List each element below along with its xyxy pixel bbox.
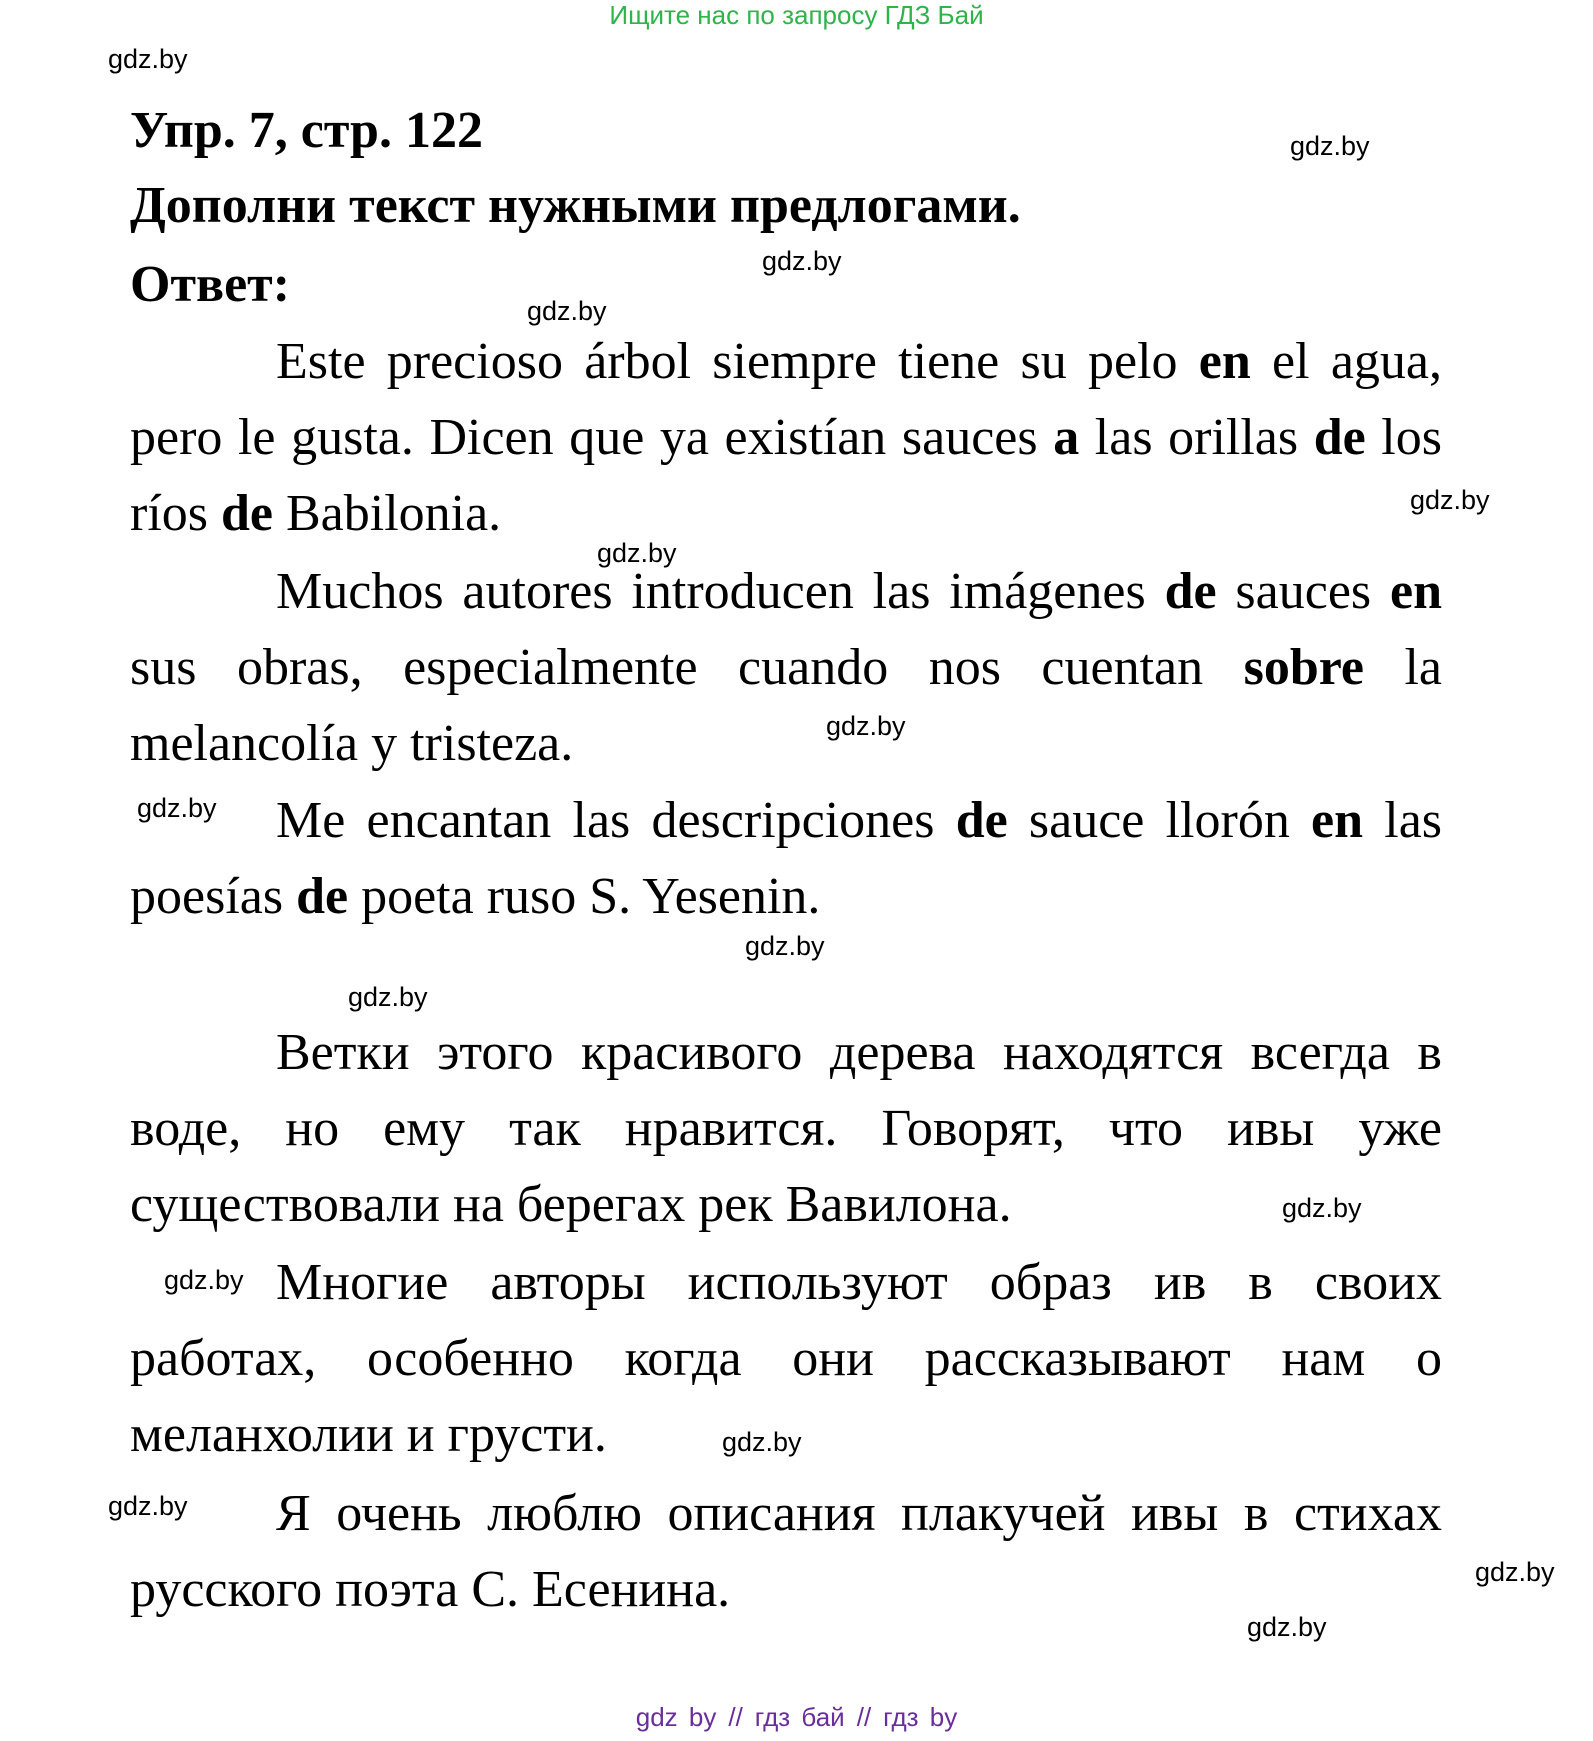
watermark: gdz.by bbox=[108, 44, 188, 74]
watermark: gdz.by bbox=[164, 1265, 244, 1295]
watermark: gdz.by bbox=[826, 711, 906, 741]
task-text: Дополни текст нужными предлогами. bbox=[130, 177, 1021, 234]
watermark: gdz.by bbox=[722, 1427, 802, 1457]
watermark: gdz.by bbox=[1410, 485, 1490, 515]
watermark: gdz.by bbox=[597, 538, 677, 568]
watermark: gdz.by bbox=[1475, 1557, 1555, 1587]
spanish-paragraph-3: Me encantan las descripciones de sauce llorón en las poesías de poeta ruso S. Yesenin. bbox=[130, 792, 1443, 925]
russian-paragraph-2: Многие авторы используют образ ив в своих работах, особенно когда они рассказывают нам о меланхолии и грусти. bbox=[130, 1254, 1442, 1463]
spanish-paragraph-2: Muchos autores introducen las imágenes de sauces en sus obras, especialmente cuando nos cuentan sobre la melancolía y tristeza. bbox=[130, 563, 1443, 772]
watermark: gdz.by bbox=[1290, 131, 1370, 161]
footer-separator: // bbox=[856, 1702, 872, 1732]
watermark: gdz.by bbox=[108, 1491, 188, 1521]
search-banner: Ищите нас по запросу ГДЗ Бай bbox=[609, 0, 984, 30]
russian-paragraph-1: Ветки этого красивого дерева находятся всегда в воде, но ему так нравится. Говорят, что ивы уже существовали на берегах рек Вавилона. bbox=[130, 1024, 1442, 1233]
watermark: gdz.by bbox=[1247, 1612, 1327, 1642]
exercise-title: Упр. 7, стр. 122 bbox=[130, 102, 483, 159]
watermark: gdz.by bbox=[137, 793, 217, 823]
watermark: gdz.by bbox=[527, 296, 607, 326]
watermark: gdz.by bbox=[745, 931, 825, 961]
watermark: gdz.by bbox=[348, 982, 428, 1012]
answer-label: Ответ: bbox=[130, 256, 291, 313]
spanish-paragraph-1: Este precioso árbol siempre tiene su pelo en el agua, pero le gusta. Dicen que ya existían sauces a las orillas de los ríos de Babilonia. bbox=[130, 333, 1442, 542]
footer-link-gdz-bai[interactable]: гдз бай bbox=[754, 1702, 845, 1732]
watermark: gdz.by bbox=[1282, 1193, 1362, 1223]
footer-separator: // bbox=[728, 1702, 743, 1732]
footer-link-gdz-by-ru[interactable]: гдз by bbox=[883, 1702, 958, 1732]
watermark: gdz.by bbox=[762, 246, 842, 276]
russian-paragraph-3: Я очень люблю описания плакучей ивы в стихах русского поэта С. Есенина. bbox=[130, 1485, 1442, 1618]
footer-links bbox=[0, 1702, 1593, 1732]
footer-link-gdz-by[interactable]: gdz by bbox=[635, 1702, 717, 1732]
